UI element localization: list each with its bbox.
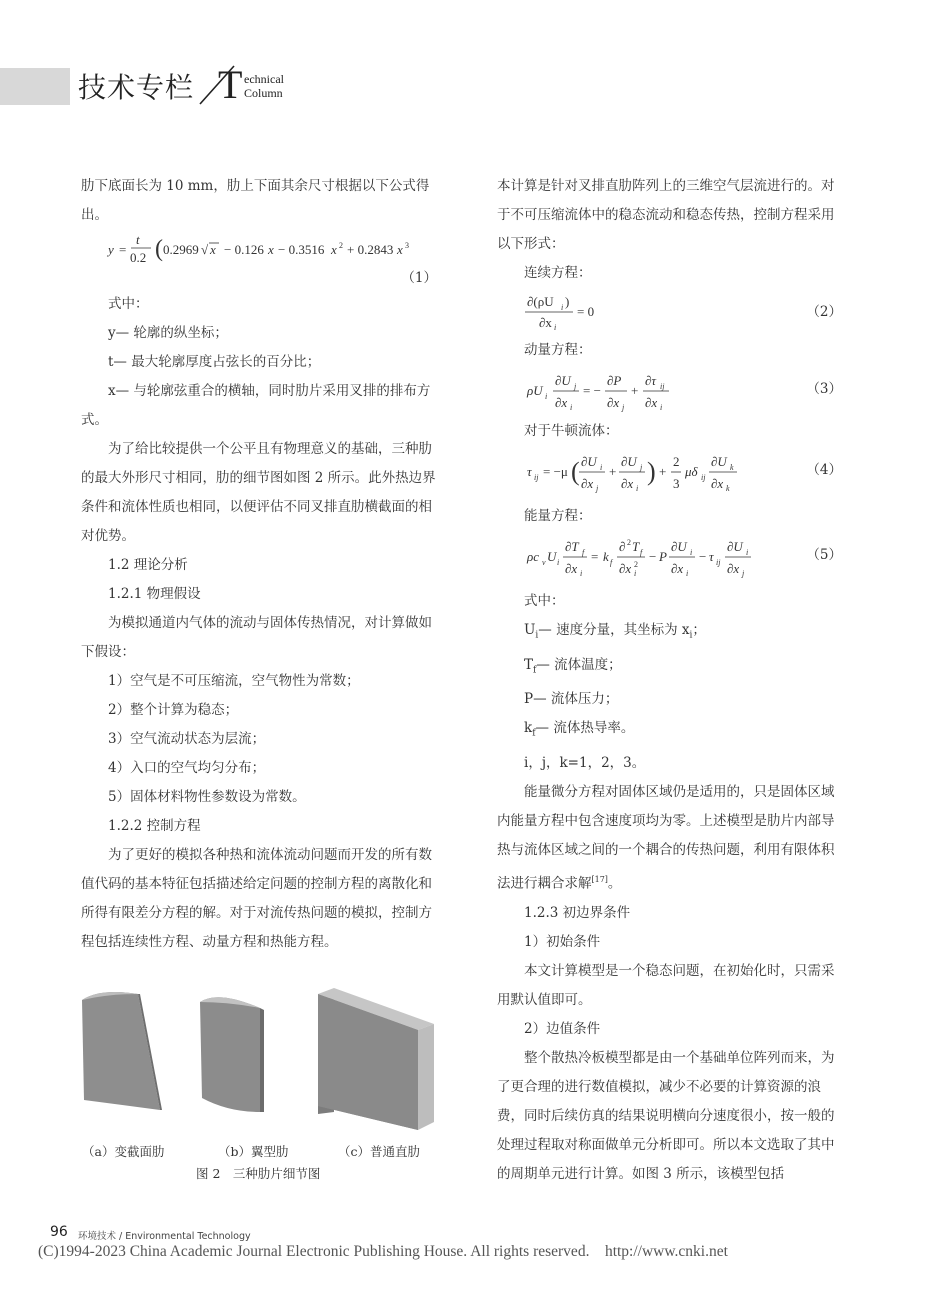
svg-text:∂U: ∂U [621, 454, 637, 469]
svg-text:∂x: ∂x [621, 476, 634, 491]
svg-text:k: k [726, 484, 730, 493]
svg-text:f: f [640, 548, 643, 557]
svg-text:−: − [649, 549, 657, 564]
svg-text:μδ: μδ [685, 464, 698, 479]
svg-text:i: i [570, 403, 573, 412]
svg-text:τ: τ [527, 464, 532, 479]
header-bar [0, 68, 70, 105]
assumption-item: 1）空气是不可压缩流，空气物性为常数； [108, 673, 360, 689]
svg-text:0.2969: 0.2969 [163, 242, 199, 257]
svg-text:∂x: ∂x [581, 476, 594, 491]
svg-text:∂x: ∂x [619, 561, 632, 576]
svg-text:2: 2 [673, 454, 680, 469]
svg-text:+: + [631, 383, 639, 398]
svg-text:∂U: ∂U [711, 454, 727, 469]
svg-text:ij: ij [534, 473, 539, 482]
svg-text:f: f [582, 548, 585, 557]
svg-text:x: x [210, 242, 216, 257]
label-continuity: 连续方程： [524, 265, 592, 281]
equation-5-formula [497, 531, 797, 585]
paragraph: 为了给比较提供一个公平且有物理意义的基础，三种肋的最大外形尺寸相同，肋的细节图如图 2 所示。此外热边界条件和流体性质也相同，以便评估不同叉排直肋横截面的相对优势。 [81, 441, 436, 544]
svg-text:U: U [547, 549, 557, 564]
svg-text:+ 0.2843: + 0.2843 [347, 242, 394, 257]
column-en-line1: echnical [244, 72, 284, 86]
svg-text:k: k [730, 463, 734, 472]
svg-text:): ) [565, 294, 570, 309]
svg-text:y: y [108, 242, 114, 257]
svg-text:i: i [636, 484, 639, 493]
definition-T: $T_f—$ 流体温度； [524, 656, 622, 676]
svg-text:∂τ: ∂τ [645, 373, 657, 388]
svg-text:ij: ij [716, 558, 721, 567]
svg-text:= 0: = 0 [577, 304, 595, 319]
equation-1 [81, 230, 437, 290]
svg-text:k: k [603, 549, 609, 564]
svg-text:∂U: ∂U [727, 539, 743, 554]
fin-illustrations [78, 988, 440, 1138]
svg-text:∂(ρU: ∂(ρU [527, 294, 554, 309]
paragraph: 整个散热冷板模型都是由一个基础单位阵列而来，为了更合理的进行数值模拟，减少不必要的计算资源的浪费，同时后续仿真的结果说明横向分速度很小，按一般的处理过程取对称面做单元分析即可。所以本文选取了其中的周期单元进行计算。如图 3 所示，该模型包括 [497, 1049, 835, 1182]
definition-U: $U_i—$ 速度分量，其坐标为 $x_i$； [524, 622, 706, 641]
svg-text:∂P: ∂P [607, 373, 622, 388]
column-en-label [244, 72, 284, 100]
right-column [497, 172, 842, 1189]
svg-text:∂x: ∂x [645, 395, 658, 410]
column-en-initial: T [218, 62, 243, 107]
svg-text:j: j [622, 403, 625, 412]
figure-title: 图 2 三种肋片细节图 [196, 1166, 321, 1181]
svg-text:i: i [554, 323, 557, 332]
svg-text:+: + [609, 464, 617, 479]
svg-text:P: P [659, 549, 667, 564]
column-en-line2: Column [244, 86, 283, 100]
svg-text:+: + [659, 464, 667, 479]
copyright-watermark: (C)1994-2023 China Academic Journal Electronic Publishing House. All rights reserved. http://www.cnki.net [38, 1243, 728, 1260]
svg-text:∂U: ∂U [555, 373, 571, 388]
svg-text:0.2: 0.2 [130, 250, 147, 265]
equation-2-formula [497, 288, 797, 334]
svg-text:x: x [268, 242, 274, 257]
svg-text:v: v [542, 558, 546, 567]
svg-text:ρc: ρc [527, 549, 540, 564]
svg-text:√: √ [201, 242, 209, 257]
svg-text:j: j [640, 463, 643, 472]
svg-text:= −μ: = −μ [543, 464, 568, 479]
definition-t: t— 最大轮廓厚度占弦长的百分比； [108, 354, 321, 370]
svg-text:j: j [596, 484, 599, 493]
journal-name: 环境技术 / Environmental Technology [78, 1231, 251, 1242]
equation-2 [497, 288, 842, 336]
svg-text:=: = [119, 242, 127, 257]
svg-text:2: 2 [339, 241, 343, 250]
list-heading: 1）初始条件 [524, 933, 601, 950]
svg-text:(: ( [155, 236, 163, 262]
definition-P: P— 流体压力； [524, 691, 619, 708]
svg-text:∂x: ∂x [555, 395, 568, 410]
caption-b: （b）翼型肋 [218, 1144, 289, 1159]
svg-text:i: i [561, 303, 564, 312]
equation-5 [497, 531, 842, 587]
svg-text:x: x [397, 242, 403, 257]
assumption-item: 3）空气流动状态为层流； [108, 731, 266, 747]
svg-text:− 0.3516: − 0.3516 [278, 242, 325, 257]
svg-text:t: t [136, 232, 140, 247]
list-heading: 2）边值条件 [524, 1020, 601, 1037]
svg-text:(: ( [571, 457, 580, 486]
svg-text:∂U: ∂U [581, 454, 597, 469]
svg-text:∂x: ∂x [711, 476, 724, 491]
svg-text:i: i [686, 569, 689, 578]
svg-text:∂x: ∂x [607, 395, 620, 410]
definition-k: $k_f—$ 流体热导率。 [524, 720, 635, 740]
label-newtonian: 对于牛顿流体： [524, 423, 619, 439]
definition-x: x— 与轮廓弦重合的横轴，同时肋片采用叉排的排布方式。 [81, 383, 431, 428]
paragraph: 为了更好的模拟各种热和流体流动问题而开发的所有数值代码的基本特征包括描述给定问题的控制方程的离散化和所得有限差分方程的解。对于对流传热问题的模拟，控制方程包括连续性方程、动量方程和热能方程。 [81, 847, 432, 950]
page-number: 96 [50, 1224, 68, 1240]
svg-text:τ: τ [709, 549, 714, 564]
subsection-heading: 1.2.2 控制方程 [108, 818, 201, 834]
svg-text:ρU: ρU [527, 383, 543, 398]
label-energy: 能量方程： [524, 508, 592, 524]
equation-4 [497, 446, 842, 502]
svg-text:i: i [545, 392, 548, 401]
paragraph: 本文计算模型是一个稳态问题，在初始化时，只需采用默认值即可。 [497, 962, 835, 1008]
svg-text:∂x: ∂x [565, 561, 578, 576]
svg-text:3: 3 [405, 241, 409, 250]
svg-text:∂x: ∂x [727, 561, 740, 576]
equation-5-number: （5） [806, 547, 842, 563]
svg-text:i: i [580, 569, 583, 578]
svg-text:∂T: ∂T [565, 539, 579, 554]
equation-3 [497, 365, 842, 417]
svg-text:2: 2 [634, 560, 638, 569]
column-title: 技术专栏 [78, 71, 195, 104]
svg-text:f: f [610, 558, 613, 567]
equation-1-number: （1） [401, 270, 437, 286]
svg-text:j: j [574, 382, 577, 391]
svg-text:∂U: ∂U [671, 539, 687, 554]
figure-2 [78, 988, 440, 1188]
svg-text:− 0.126: − 0.126 [224, 242, 264, 257]
equation-4-number: （4） [806, 462, 842, 478]
paragraph: 肋下底面长为 10 mm，肋上下面其余尺寸根据以下公式得出。 [81, 178, 430, 223]
where-label: 式中： [524, 593, 565, 609]
fin-a-variable-section [82, 992, 162, 1110]
index-range: i，j，k=1，2，3。 [524, 755, 646, 772]
svg-text:x: x [331, 242, 337, 257]
equation-1-formula [81, 230, 437, 270]
svg-text:3: 3 [673, 476, 680, 491]
caption-a: （a）变截面肋 [82, 1144, 165, 1159]
svg-text:ij: ij [660, 382, 665, 391]
svg-text:): ) [647, 457, 656, 486]
where-label: 式中： [108, 296, 149, 312]
assumption-item: 4）入口的空气均匀分布； [108, 760, 266, 776]
svg-text:∂: ∂ [619, 539, 626, 554]
svg-text:ij: ij [701, 473, 706, 482]
definition-y: y— 轮廓的纵坐标； [108, 325, 228, 341]
svg-text:T: T [632, 539, 640, 554]
svg-text:i: i [660, 403, 663, 412]
section-heading: 1.2 理论分析 [108, 557, 188, 573]
svg-text:∂x: ∂x [539, 315, 552, 330]
citation: [17] [591, 875, 608, 885]
left-column [81, 172, 437, 957]
paragraph: 本计算是针对叉排直肋阵列上的三维空气层流进行的。对于不可压缩流体中的稳态流动和稳态传热，控制方程采用以下形式： [497, 178, 835, 252]
equation-3-formula [497, 365, 797, 415]
svg-text:∂x: ∂x [671, 561, 684, 576]
svg-text:i: i [746, 548, 749, 557]
subsection-heading: 1.2.3 初边界条件 [524, 904, 631, 921]
svg-text:j: j [742, 569, 745, 578]
svg-text:=: = [591, 549, 599, 564]
subsection-heading: 1.2.1 物理假设 [108, 586, 201, 602]
paragraph: 为模拟通道内气体的流动与固体传热情况，对计算做如下假设： [81, 615, 432, 660]
label-momentum: 动量方程： [524, 342, 592, 358]
caption-c: （c）普通直肋 [338, 1144, 421, 1159]
svg-text:= −: = − [583, 383, 601, 398]
svg-text:−: − [699, 549, 707, 564]
equation-4-formula [497, 446, 797, 500]
fin-b-airfoil [200, 997, 264, 1112]
svg-text:2: 2 [627, 538, 631, 547]
svg-text:i: i [600, 463, 603, 472]
svg-text:i: i [690, 548, 693, 557]
equation-3-number: （3） [806, 381, 842, 397]
svg-text:i: i [557, 558, 560, 567]
equation-2-number: （2） [806, 304, 842, 320]
fin-c-straight [318, 988, 434, 1130]
assumption-item: 5）固体材料物性参数设为常数。 [108, 789, 306, 805]
paragraph: 能量微分方程对固体区域仍是适用的，只是固体区域内能量方程中包含速度项均为零。上述模型是肋片内部导热与流体区域之间的一个耦合的传热问题，利用有限体积法进行耦合求解[17]。 [497, 784, 835, 892]
svg-text:i: i [634, 569, 637, 578]
assumption-item: 2）整个计算为稳态； [108, 702, 239, 718]
